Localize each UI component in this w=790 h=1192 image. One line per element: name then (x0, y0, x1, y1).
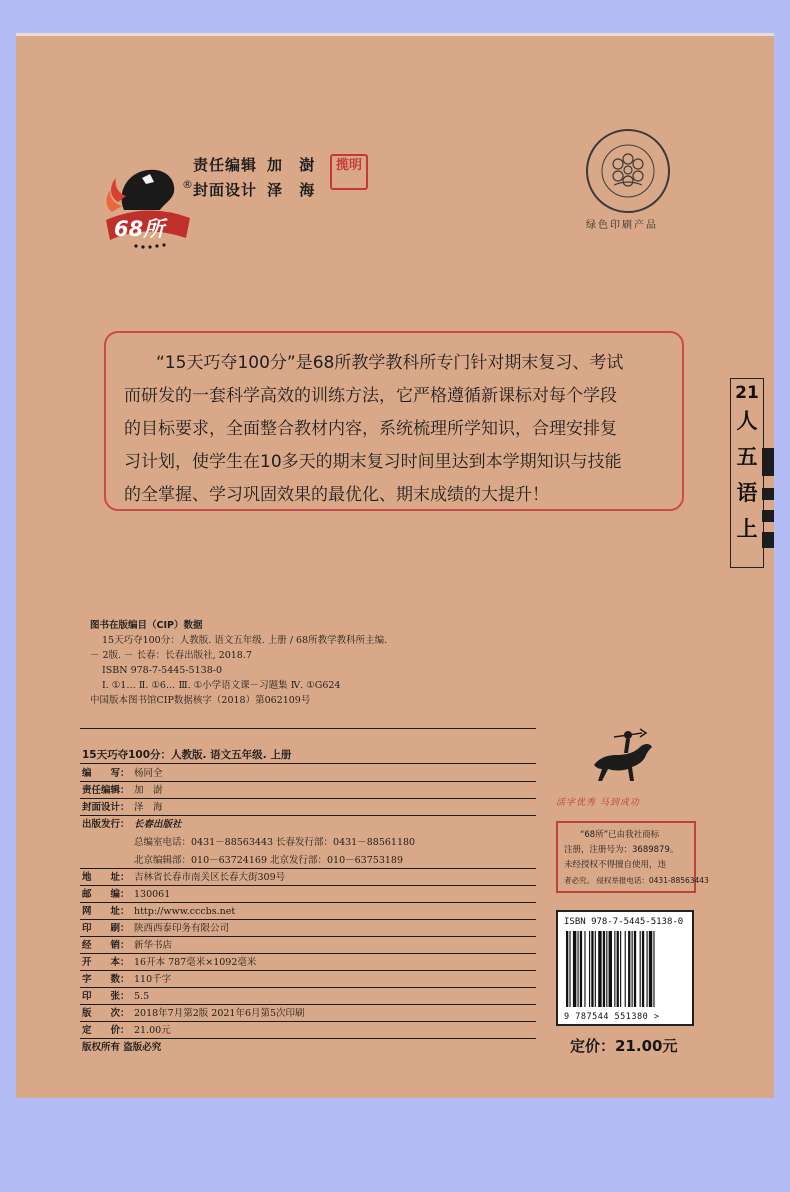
intro-line: 的目标要求，全面整合教材内容，系统梳理所学知识，合理安排复 (124, 419, 617, 439)
info-row: 责任编辑： 加 澍 (82, 785, 163, 796)
isbn-barcode (556, 910, 694, 1026)
background-left (0, 0, 16, 1192)
trademark-line: 者必究。 侵权举报电话：0431-88563443 (564, 876, 709, 885)
info-row: 开 本： 16开本 787毫米×1092毫米 (82, 957, 257, 968)
info-row: 印 张： 5.5 (82, 991, 150, 1002)
cip-line: 中国版本图书馆CIP数据核字（2018）第062109号 (90, 695, 311, 706)
info-row: 地 址： 吉林省长春市南关区长春大街309号 (82, 872, 286, 883)
book-back-cover (16, 33, 774, 1098)
info-row: 经 销： 新华书店 (82, 940, 173, 951)
intro-box (104, 331, 684, 511)
intro-line: “15天巧夺100分”是68所教学教科所专门针对期末复习、考试 (156, 353, 624, 373)
registered-mark: ® (182, 178, 193, 191)
info-row: 封面设计： 泽 海 (82, 802, 163, 813)
env-caption: 绿色印刷产品 (586, 220, 658, 231)
cip-line: － 2版. － 长春：长春出版社, 2018.7 (90, 650, 252, 661)
cip-line: Ⅰ. ①1… Ⅱ. ①6… Ⅲ. ①小学语文课－习题集 Ⅳ. ①G624 (102, 680, 341, 691)
background-right (774, 0, 790, 1192)
side-tab-char: 人 (736, 409, 758, 433)
side-bar (762, 448, 774, 476)
intro-line: 的全掌握、学习巩固效果的最优化、期末成绩的大提升！ (124, 485, 549, 505)
environmental-label-icon (586, 129, 670, 213)
cip-block (90, 618, 510, 708)
credit-designer (193, 179, 320, 200)
slogan: 活字优秀 马到成功 (556, 798, 640, 808)
info-row: 字 数： 110千字 (82, 974, 172, 985)
book-title: 15天巧夺100分：人教版. 语文五年级. 上册 (82, 749, 292, 761)
phone-line: 总编室电话：0431－88563443 长春发行部：0431－88561180 (134, 837, 416, 848)
credit-editor-name: 加 澍 (267, 156, 321, 174)
info-row: 出版发行： 长春出版社 (82, 819, 182, 830)
cip-line: 15天巧夺100分：人教版. 语文五年级. 上册 / 68所教学教科所主编. (102, 635, 388, 646)
side-tab-char: 五 (736, 445, 758, 469)
intro-line: 习计划，使学生在10多天的期末复习时间里达到本学期知识与技能 (124, 452, 622, 472)
side-tab (730, 378, 764, 568)
side-bar (762, 488, 774, 500)
side-tab-char: 语 (736, 481, 758, 505)
intro-line: 而研发的一套科学高效的训练方法，它严格遵循新课标对每个学段 (124, 386, 617, 406)
info-row: 印 刷： 陕西西泰印务有限公司 (82, 923, 230, 934)
68-logo-icon (102, 162, 194, 252)
info-row: 网 址： http://www.cccbs.net (82, 906, 236, 917)
cip-line: ISBN 978-7-5445-5138-0 (102, 665, 222, 676)
trademark-notice (556, 821, 709, 893)
side-tab-number: 21 (735, 383, 759, 403)
red-seal-stamp: 揽明 (330, 154, 368, 190)
info-row: 邮 编： 130061 (82, 889, 171, 900)
info-row: 编 写： 杨同全 (82, 768, 163, 779)
phone-line: 北京编辑部：010－63724169 北京发行部：010－63753189 (134, 855, 403, 866)
barcode-digits: 9 787544 551380 > (564, 1012, 660, 1022)
divider-line (80, 728, 536, 729)
credit-designer-label: 封面设计 (193, 181, 258, 199)
info-row: 定 价： 21.00元 (82, 1025, 171, 1036)
divider-line (80, 763, 536, 764)
trademark-line: “68所”已由我社商标 (580, 830, 660, 840)
rights-notice: 版权所有 盗版必究 (82, 1042, 162, 1053)
credit-editor (193, 154, 320, 175)
price: 定价：21.00元 (570, 1037, 678, 1055)
credit-designer-name: 泽 海 (267, 181, 321, 199)
trademark-line: 未经授权不得擅自使用，违 (564, 860, 667, 870)
barcode-icon (564, 931, 688, 1007)
side-bar (762, 532, 774, 548)
background-bottom-band (0, 1098, 790, 1192)
side-bar (762, 510, 774, 522)
background-top-band (0, 0, 790, 33)
isbn-text: ISBN 978-7-5445-5138-0 (564, 917, 684, 927)
trademark-line: 注册，注册号为：3689879。 (564, 845, 679, 855)
info-row: 版 次： 2018年7月第2版 2021年6月第5次印刷 (82, 1008, 305, 1019)
cip-title: 图书在版编目（CIP）数据 (90, 620, 203, 631)
side-tab-char: 上 (736, 517, 758, 541)
logo-text: 68所 (114, 217, 165, 241)
credit-editor-label: 责任编辑 (193, 156, 258, 174)
horse-rider-icon (588, 725, 660, 789)
